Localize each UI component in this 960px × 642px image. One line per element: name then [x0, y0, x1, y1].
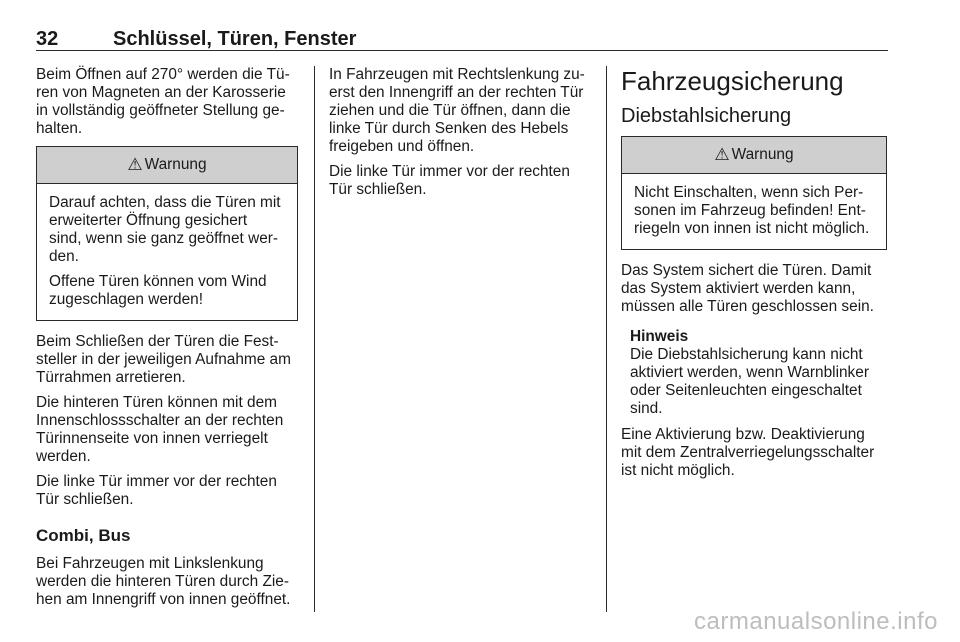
- warning-text: Offene Türen können vom Wind zugeschlagen werden!: [49, 273, 267, 308]
- paragraph: Die linke Tür immer vor der rechten Tür schließen.: [329, 163, 570, 198]
- note-text: Die Diebstahlsicherung kann nicht aktiviert werden, wenn Warnblinker oder Seitenleuchten eingeschaltet sind.: [630, 346, 869, 417]
- header-rule: [36, 50, 888, 51]
- page-number: 32: [36, 28, 59, 50]
- paragraph: Beim Öffnen auf 270° werden die Tü- ren von Magneten an der Karosserie in vollständig geöffneter Stellung ge- halten.: [36, 66, 290, 137]
- warning-body: [37, 184, 297, 320]
- warning-text: Darauf achten, dass die Türen mit erweiterter Öffnung gesichert sind, wenn sie ganz geöffnet wer- den.: [49, 194, 281, 265]
- paragraph: Das System sichert die Türen. Damit das System aktiviert werden kann, müssen alle Türen geschlossen sein.: [621, 262, 874, 315]
- section-heading: Combi, Bus: [36, 526, 131, 545]
- warning-label: Warnung: [144, 156, 207, 173]
- chapter-heading: Fahrzeugsicherung: [621, 66, 844, 96]
- warning-header: [622, 137, 886, 174]
- warning-label: Warnung: [731, 146, 794, 163]
- warning-body: [622, 174, 886, 249]
- paragraph: Die linke Tür immer vor der rechten Tür schließen.: [36, 473, 277, 508]
- note-title: Hinweis: [630, 328, 689, 345]
- note-block: [621, 328, 887, 418]
- warning-triangle-icon: ⚠: [127, 155, 143, 174]
- column-3: [621, 66, 887, 487]
- warning-box: [36, 146, 298, 321]
- column-1: [36, 66, 298, 616]
- paragraph: Die hinteren Türen können mit dem Innenschlossschalter an der rechten Türinnenseite von innen verriegelt werden.: [36, 394, 284, 465]
- warning-text: Nicht Einschalten, wenn sich Per- sonen im Fahrzeug befinden! Ent- riegeln von innen ist nicht möglich.: [634, 184, 870, 237]
- column-2: [329, 66, 591, 206]
- section-heading: Diebstahlsicherung: [621, 105, 792, 127]
- paragraph: Eine Aktivierung bzw. Deaktivierung mit dem Zentralverriegelungsschalter ist nicht möglich.: [621, 426, 875, 479]
- paragraph: Beim Schließen der Türen die Fest- steller in der jeweiligen Aufnahme am Türrahmen arretieren.: [36, 333, 291, 386]
- warning-header: [37, 147, 297, 184]
- warning-box: [621, 136, 887, 250]
- chapter-title: Schlüssel, Türen, Fenster: [113, 28, 357, 50]
- watermark: carmanualsonline.info: [694, 608, 938, 635]
- column-divider-1: [314, 66, 315, 612]
- paragraph: In Fahrzeugen mit Rechtslenkung zu- erst den Innengriff an der rechten Tür ziehen und die Tür öffnen, dann die linke Tür durch Senken des Hebels freigeben und öffnen.: [329, 66, 585, 155]
- warning-triangle-icon: ⚠: [714, 145, 730, 164]
- paragraph: Bei Fahrzeugen mit Linkslenkung werden die hinteren Türen durch Zie- hen am Innengriff von innen geöffnet.: [36, 555, 291, 608]
- column-divider-2: [606, 66, 607, 612]
